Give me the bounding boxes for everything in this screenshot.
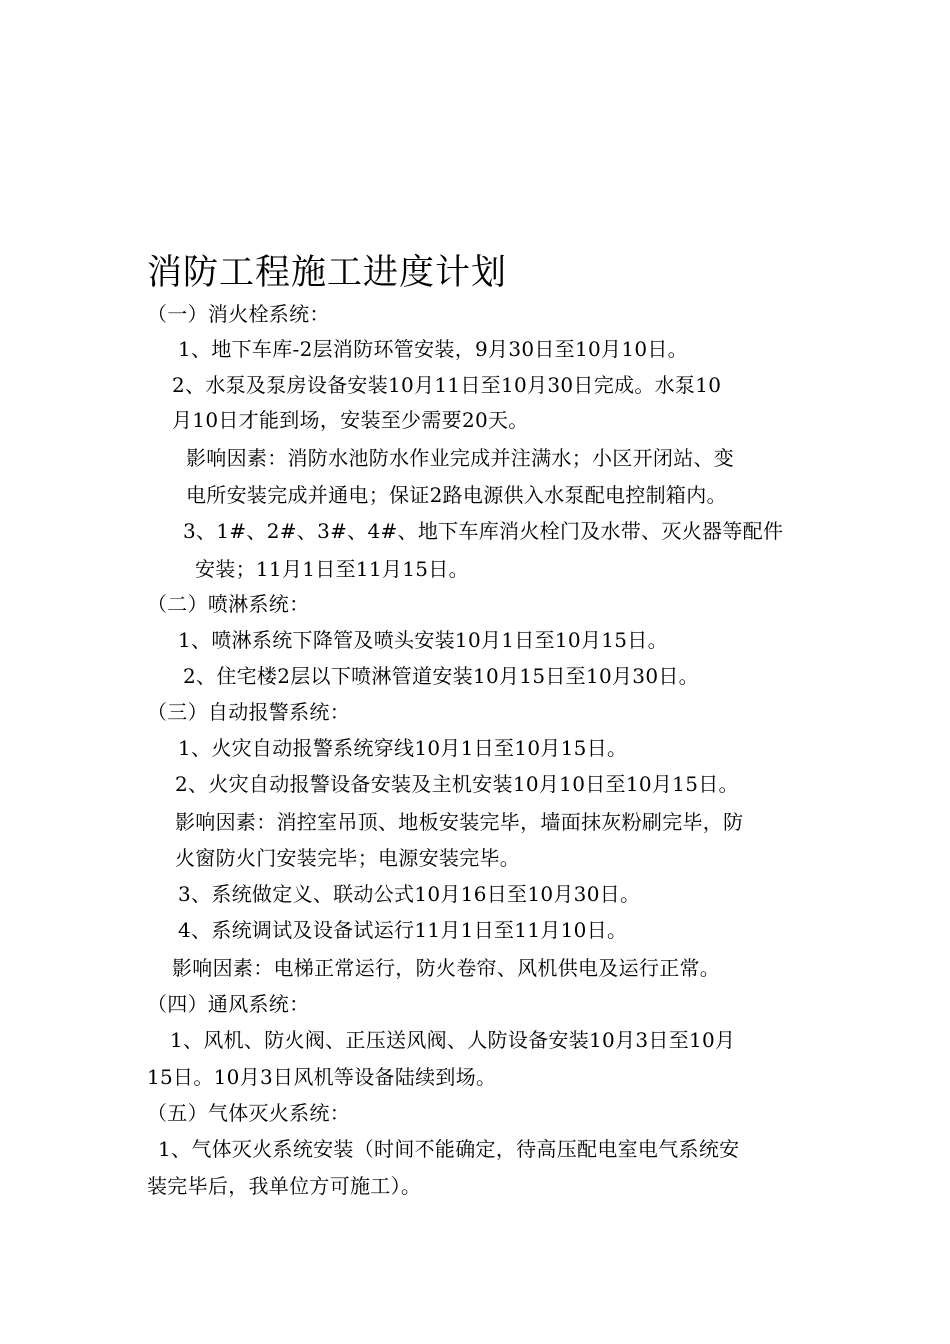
alarm-item-4: 4、系统调试及设备试运行11月1日至11月10日。 [178, 918, 628, 942]
alarm-item-2: 2、火灾自动报警设备安装及主机安装10月10日至10月15日。 [175, 772, 739, 796]
hydrant-factors-cont: 电所安装完成并通电；保证2路电源供入水泵配电控制箱内。 [186, 483, 727, 507]
section-heading-gas: （五）气体灭火系统： [147, 1101, 350, 1125]
alarm-factors: 影响因素：消控室吊顶、地板安装完毕，墙面抹灰粉刷完毕，防 [175, 810, 744, 834]
alarm-factors-2: 影响因素：电梯正常运行，防火卷帘、风机供电及运行正常。 [172, 956, 721, 980]
alarm-item-1: 1、火灾自动报警系统穿线10月1日至10月15日。 [178, 736, 628, 760]
hydrant-item-3-cont: 安装；11月1日至11月15日。 [195, 557, 469, 581]
hydrant-item-3: 3、1#、2#、3#、4#、地下车库消火栓门及水带、灭火器等配件 [183, 519, 784, 543]
section-heading-hydrant: （一）消火栓系统： [147, 302, 330, 326]
hydrant-item-1: 1、地下车库-2层消防环管安装，9月30日至10月10日。 [178, 337, 688, 361]
section-heading-alarm: （三）自动报警系统： [147, 700, 350, 724]
alarm-factors-cont: 火窗防火门安装完毕；电源安装完毕。 [175, 846, 521, 870]
hydrant-item-2-cont: 月10日才能到场，安装至少需要20天。 [172, 408, 529, 432]
section-heading-ventilation: （四）通风系统： [147, 992, 310, 1016]
gas-item-1: 1、气体灭火系统安装（时间不能确定，待高压配电室电气系统安 [158, 1137, 740, 1161]
ventilation-item-1: 1、风机、防火阀、正压送风阀、人防设备安装10月3日至10月 [170, 1028, 736, 1052]
gas-item-1-cont: 装完毕后，我单位方可施工）。 [147, 1174, 422, 1198]
hydrant-item-2: 2、水泵及泵房设备安装10月11日至10月30日完成。水泵10 [172, 373, 722, 397]
section-heading-sprinkler: （二）喷淋系统： [147, 592, 310, 616]
document-title: 消防工程施工进度计划 [147, 253, 508, 293]
alarm-item-3: 3、系统做定义、联动公式10月16日至10月30日。 [178, 882, 641, 906]
hydrant-factors: 影响因素：消防水池防水作业完成并注满水；小区开闭站、变 [186, 446, 735, 470]
sprinkler-item-2: 2、住宅楼2层以下喷淋管道安装10月15日至10月30日。 [183, 664, 699, 688]
sprinkler-item-1: 1、喷淋系统下降管及喷头安装10月1日至10月15日。 [178, 628, 668, 652]
ventilation-item-1-cont: 15日。10月3日风机等设备陆续到场。 [147, 1065, 497, 1089]
